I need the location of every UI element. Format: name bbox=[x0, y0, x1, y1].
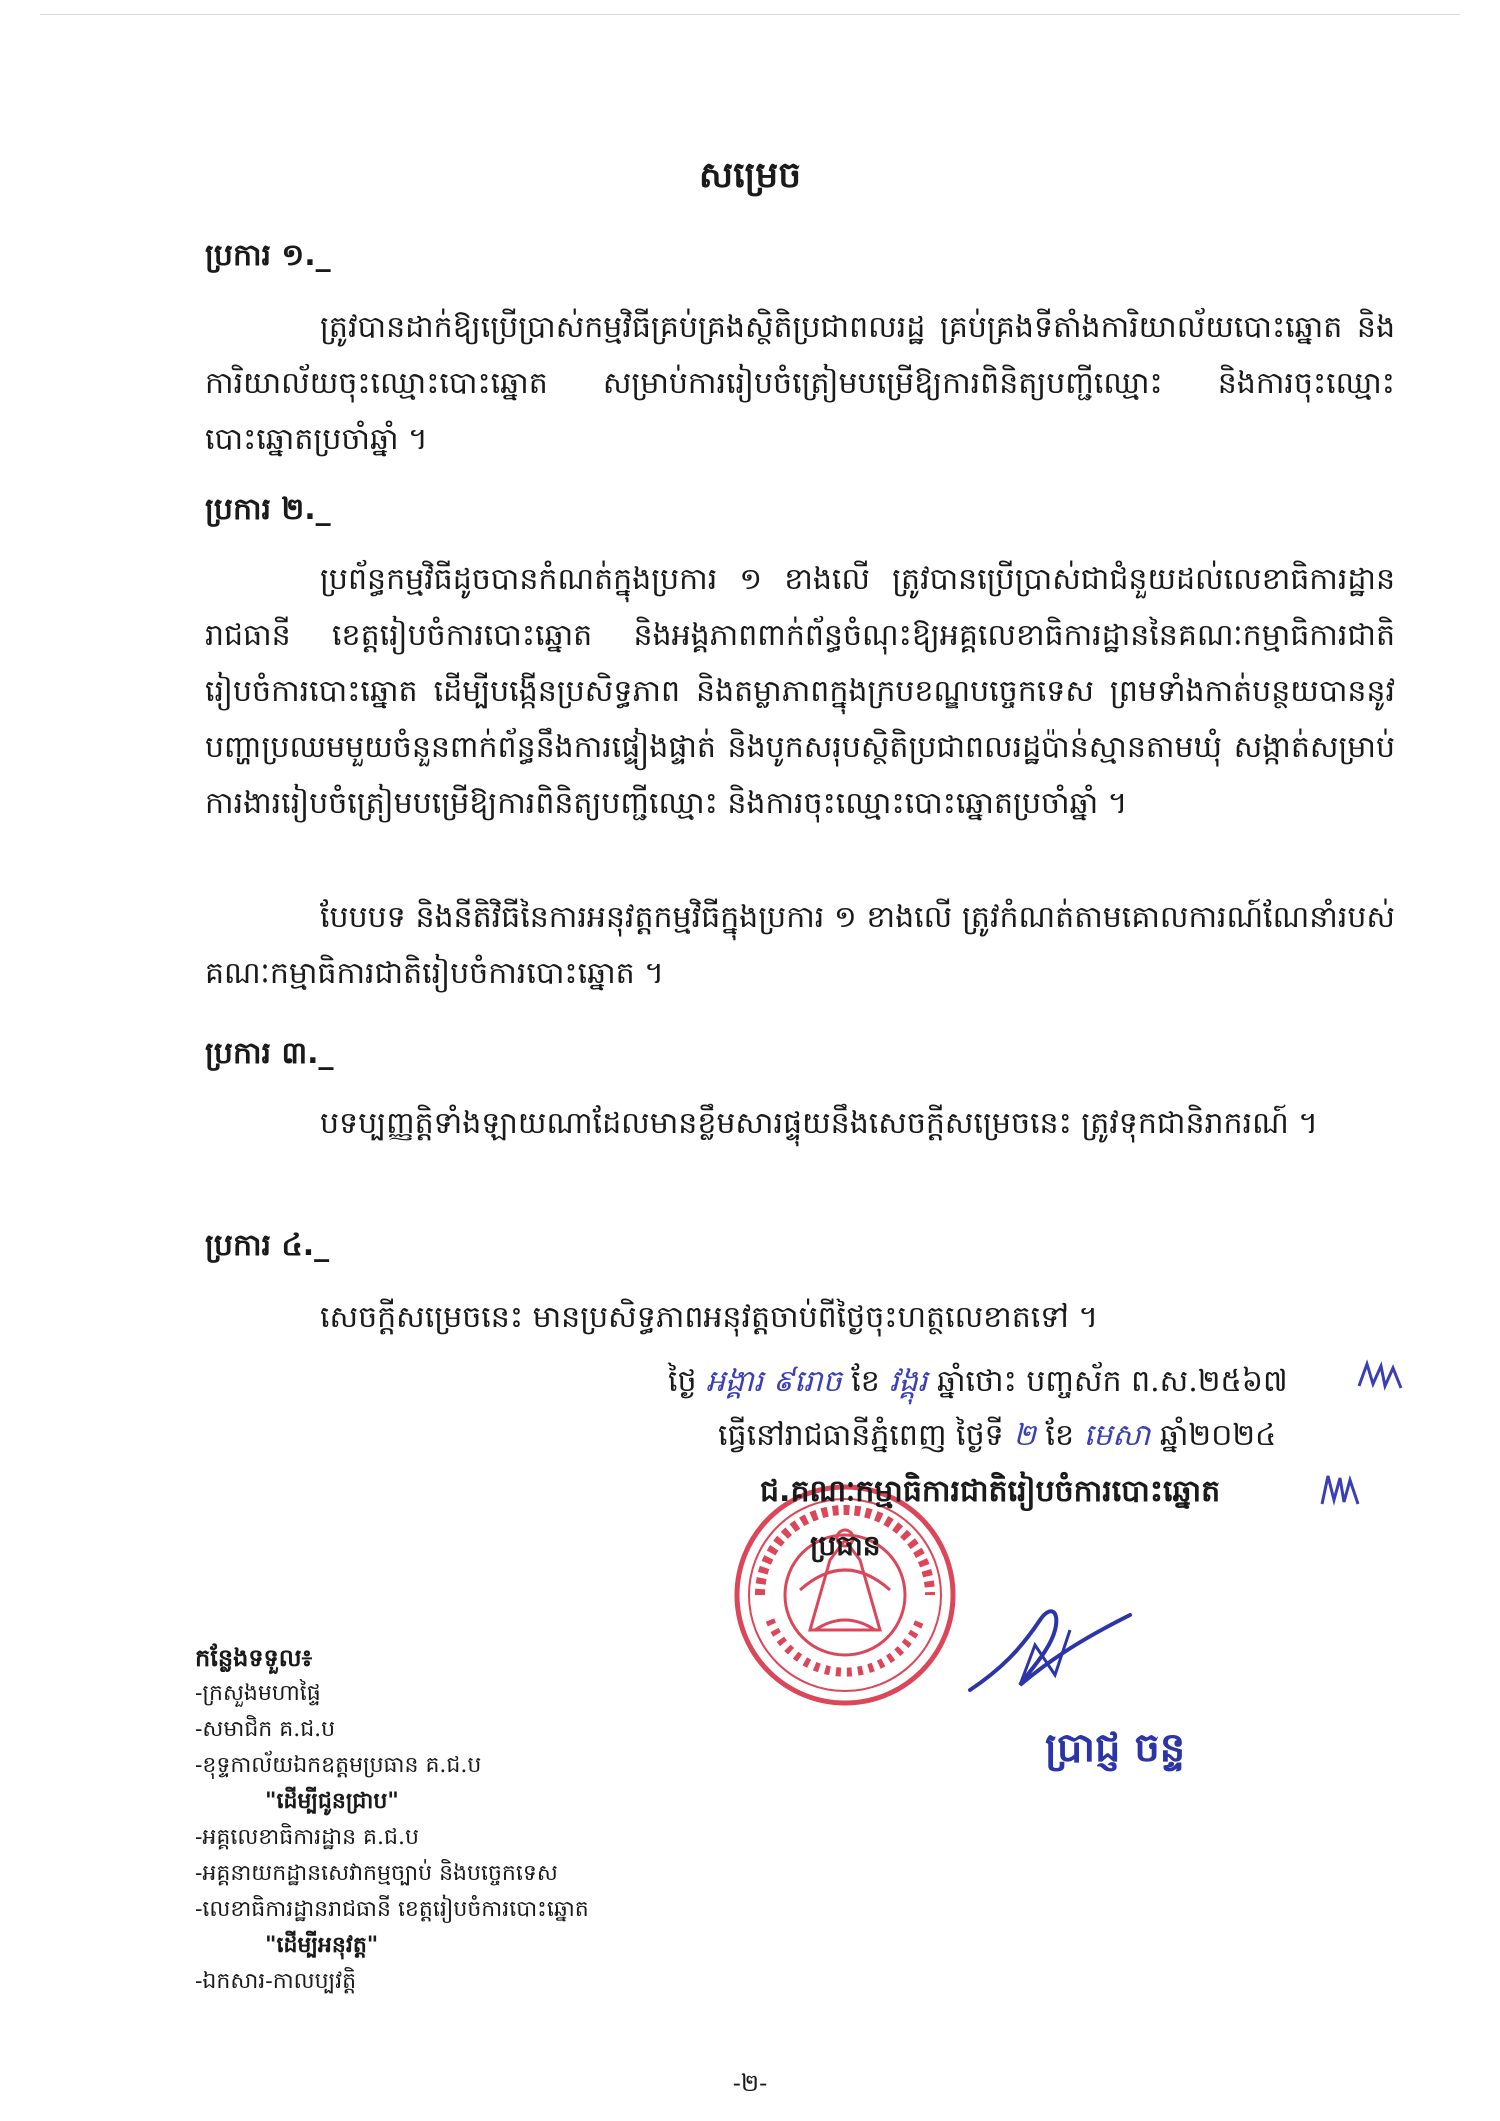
article-4-paragraph-1: សេចក្ដីសម្រេចនេះ មានប្រសិទ្ធភាពអនុវត្តចាប់ពីថ្ងៃចុះហត្ថលេខាតទៅ ។ bbox=[320, 1300, 1099, 1335]
article-2-paragraph-2: បែបបទ និងនីតិវិធីនៃការអនុវត្តកម្មវិធីក្នុងប្រការ ១ ខាងលើ ត្រូវកំណត់តាមគោលការណ៍ណែនាំរបស់គណៈកម្មាធិការជាតិរៀបចំការបោះឆ្នោត ។ bbox=[205, 900, 1395, 991]
article-1-heading: ប្រការ ១._ bbox=[205, 238, 331, 273]
article-1-paragraph-1: ត្រូវបានដាក់ឱ្យប្រើប្រាស់កម្មវិធីគ្រប់គ្រងស្ថិតិប្រជាពលរដ្ឋ គ្រប់គ្រងទីតាំងការិយាល័យបោះឆ្នោត និងការិយាល័យចុះឈ្មោះបោះឆ្នោត សម្រាប់ការរៀបចំត្រៀមបម្រើឱ្យការពិនិត្យបញ្ជីឈ្មោះ និងការចុះឈ្មោះបោះឆ្នោតប្រចាំឆ្នាំ ។ bbox=[205, 310, 1395, 457]
article-3-heading: ប្រការ ៣._ bbox=[205, 1036, 334, 1071]
gregorian-day-handwritten: ២ bbox=[1013, 1418, 1036, 1453]
recipients-list bbox=[195, 1640, 589, 2000]
recipient-item: -ខុទ្ទកាល័យឯកឧត្ដមប្រធាន គ.ជ.ប bbox=[195, 1753, 482, 1778]
initial-mark-2 bbox=[1318, 1470, 1362, 1510]
article-3-paragraph-1: បទប្បញ្ញត្តិទាំងឡាយណាដែលមានខ្លឹមសារផ្ទុយនឹងសេចក្ដីសម្រេចនេះ ត្រូវទុកជានិរាករណ៍ ។ bbox=[320, 1106, 1319, 1141]
lunar-month-handwritten: វង្គុរ bbox=[889, 1364, 928, 1399]
recipient-item: -ក្រសួងមហាផ្ទៃ bbox=[195, 1681, 321, 1706]
gregorian-date-line bbox=[718, 1416, 1276, 1460]
gregorian-month-handwritten: មេសា bbox=[1083, 1418, 1151, 1453]
gregorian-date-prefix: ធ្វើនៅរាជធានីភ្នំពេញ ថ្ងៃទី bbox=[718, 1418, 1004, 1453]
document-title: សម្រេច bbox=[698, 155, 802, 196]
signer-name: ប្រាជ្ញ ចន្ទ bbox=[1045, 1725, 1186, 1771]
lunar-day-handwritten: អង្គារ ៩រោច bbox=[706, 1364, 842, 1399]
article-2-heading: ប្រការ ២._ bbox=[205, 492, 331, 527]
recipient-note: "ដើម្បីអនុវត្ត" bbox=[265, 1933, 379, 1958]
recipient-item: -អគ្គនាយកដ្ឋានសេវាកម្មច្បាប់ និងបច្ចេកទេស bbox=[195, 1861, 558, 1886]
initial-mark-1 bbox=[1355, 1358, 1405, 1394]
recipient-note: "ដើម្បីជូនជ្រាប" bbox=[265, 1789, 399, 1814]
lunar-month-label: ខែ bbox=[851, 1364, 880, 1399]
organization-name: ជ.គណៈកម្មាធិការជាតិរៀបចំការបោះឆ្នោត bbox=[760, 1474, 1221, 1509]
lunar-year: ឆ្នាំថោះ បញ្ចស័ក ព.ស.២៥៦៧ bbox=[936, 1364, 1288, 1399]
recipients-title: កន្លែងទទួល៖ bbox=[195, 1644, 313, 1672]
lunar-date-prefix: ថ្ងៃ bbox=[668, 1364, 697, 1399]
recipient-item: -អគ្គលេខាធិការដ្ឋាន គ.ជ.ប bbox=[195, 1825, 419, 1850]
lunar-date-line bbox=[668, 1362, 1288, 1406]
recipient-item: -ឯកសារ-កាលប្បវត្តិ bbox=[195, 1969, 357, 1994]
article-2-paragraph-1: ប្រព័ន្ធកម្មវិធីដូចបានកំណត់ក្នុងប្រការ ១ ខាងលើ ត្រូវបានប្រើប្រាស់ជាជំនួយដល់លេខាធិការដ្ឋានរាជធានី ខេត្តរៀបចំការបោះឆ្នោត និងអង្គភាពពាក់ព័ន្ធចំណុះឱ្យអគ្គលេខាធិការដ្ឋាននៃគណៈកម្មាធិការជាតិរៀបចំការបោះឆ្នោត ដើម្បីបង្កើនប្រសិទ្ធភាព និងតម្លាភាពក្នុងក្របខណ្ឌបច្ចេកទេស ព្រមទាំងកាត់បន្ថយបាននូវបញ្ហាប្រឈមមួយចំនួនពាក់ព័ន្ធនឹងការផ្ទៀងផ្ទាត់ និងបូកសរុបស្ថិតិប្រជាពលរដ្ឋប៉ាន់ស្មានតាមឃុំ សង្កាត់សម្រាប់ការងាររៀបចំត្រៀមបម្រើឱ្យការពិនិត្យបញ្ជីឈ្មោះ និងការចុះឈ្មោះបោះឆ្នោតប្រចាំឆ្នាំ ។ bbox=[205, 562, 1395, 821]
chair-title: ប្រធាន bbox=[810, 1529, 881, 1562]
top-rule bbox=[40, 14, 1460, 15]
page-number: -២- bbox=[732, 2069, 768, 2097]
gregorian-year: ឆ្នាំ២០២៤ bbox=[1159, 1418, 1277, 1453]
recipient-item: -លេខាធិការដ្ឋានរាជធានី ខេត្តរៀបចំការបោះឆ្នោត bbox=[195, 1897, 589, 1922]
gregorian-month-label: ខែ bbox=[1045, 1418, 1075, 1453]
recipient-item: -សមាជិក គ.ជ.ប bbox=[195, 1717, 336, 1742]
handwritten-signature bbox=[960, 1590, 1140, 1710]
article-4-heading: ប្រការ ៤._ bbox=[205, 1228, 330, 1263]
